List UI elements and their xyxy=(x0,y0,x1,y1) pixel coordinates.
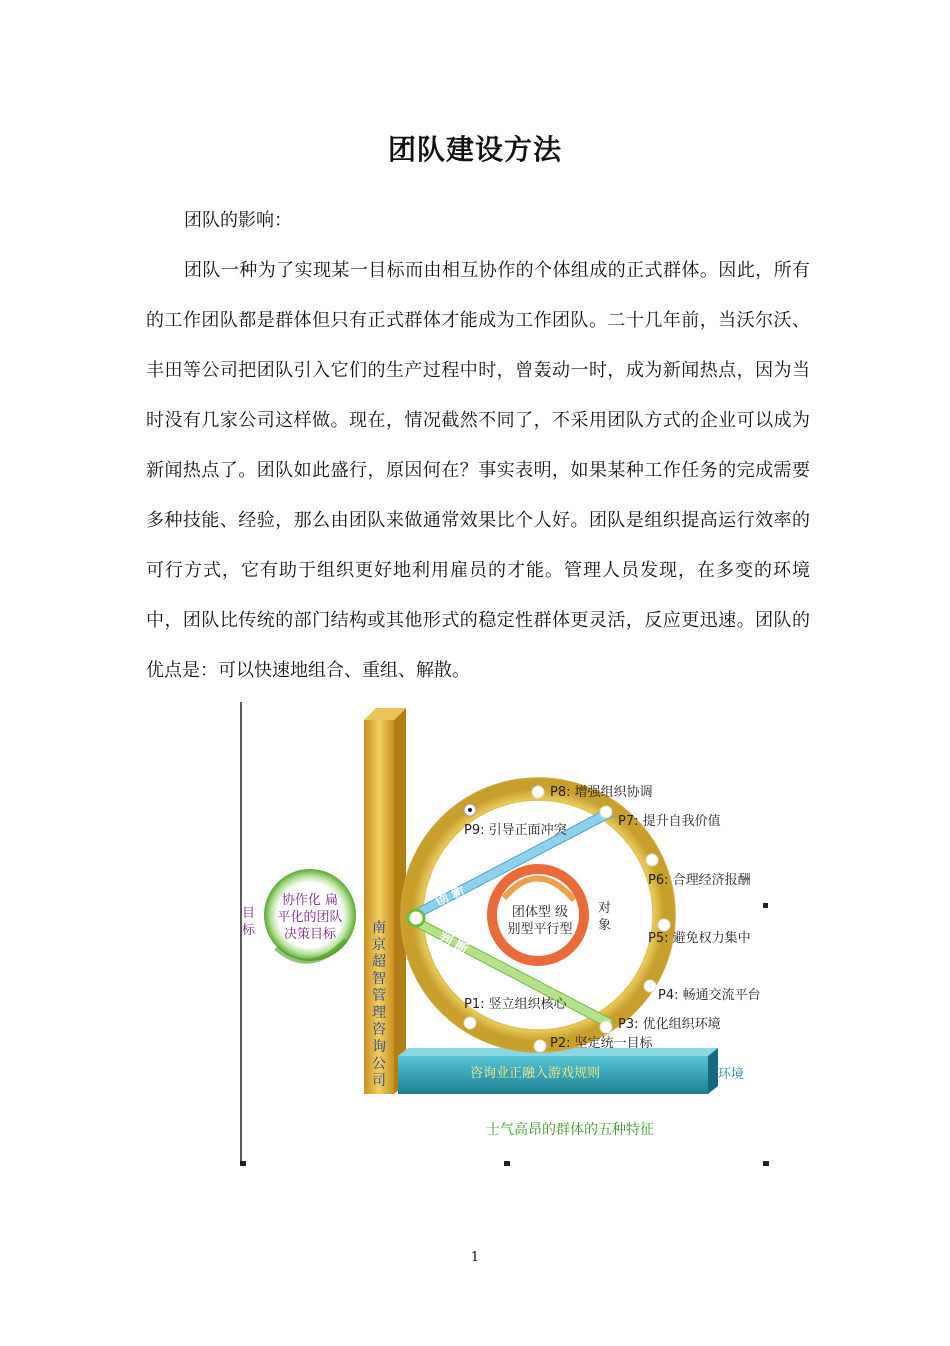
left-label-2: 标 xyxy=(242,923,256,938)
ring-dot-p6 xyxy=(646,854,658,866)
arrow-down-label: 判 断 xyxy=(436,930,471,958)
vertical-bar-char: 司 xyxy=(372,1073,386,1089)
document-title: 团队建设方法 xyxy=(387,133,562,166)
point-p9: P9: 引导正面冲突 xyxy=(464,823,567,838)
vertical-bar-char: 咨 xyxy=(372,1022,386,1038)
green-circle-line3: 决策目标 xyxy=(283,927,337,942)
vertical-bar-char: 京 xyxy=(372,937,386,953)
team-diagram xyxy=(238,700,774,1170)
ring-dot-p4 xyxy=(644,980,656,992)
frame-tick xyxy=(763,903,768,908)
base-bar-label: 咨询业正融入游戏规则 xyxy=(470,1066,601,1081)
vertical-bar-char: 南 xyxy=(372,920,386,936)
point-p4: P4: 畅通交流平台 xyxy=(658,988,761,1003)
point-p2: P2: 坚定统一目标 xyxy=(550,1036,653,1051)
vertical-bar-char: 公 xyxy=(372,1056,386,1072)
diagram-caption: 士气高昂的群体的五种特征 xyxy=(486,1122,654,1138)
frame-tick xyxy=(504,1161,510,1166)
vertical-bar-char: 超 xyxy=(372,954,386,970)
ring-dot-p2 xyxy=(534,1040,546,1052)
point-p6: P6: 合理经济报酬 xyxy=(648,873,751,888)
ring-dot-p1 xyxy=(464,1017,476,1029)
page-number: 1 xyxy=(470,1250,480,1265)
ring-dot-p3 xyxy=(600,1021,612,1033)
green-circle-line1: 协作化 扁 xyxy=(281,893,339,908)
vertical-bar-char: 智 xyxy=(372,971,386,987)
ring-dot-p8 xyxy=(532,786,544,798)
center-line2: 别型平行型 xyxy=(507,922,573,937)
ring-dot-p5 xyxy=(658,919,670,931)
point-p3: P3: 优化组织环境 xyxy=(618,1017,721,1032)
vertical-bar-char: 理 xyxy=(372,1005,386,1021)
ring-dot-p7 xyxy=(600,806,612,818)
environment-label: 环境 xyxy=(718,1067,745,1082)
point-p5: P5: 避免权力集中 xyxy=(648,931,751,946)
vertical-bar-char: 询 xyxy=(372,1039,386,1055)
object-label-2: 象 xyxy=(598,918,612,933)
subheading: 团队的影响： xyxy=(184,210,292,231)
vertical-bar-char: 管 xyxy=(372,988,386,1004)
green-circle-line2: 平化的团队 xyxy=(277,910,343,925)
object-label-1: 对 xyxy=(598,901,612,916)
point-p8: P8: 增强组织协调 xyxy=(550,785,653,800)
arrow-up-label: 创 新 xyxy=(433,882,468,910)
left-label-1: 目 xyxy=(242,906,256,921)
point-p7: P7: 提升自我价值 xyxy=(618,814,721,829)
frame-tick xyxy=(240,1161,246,1166)
body-paragraph: 团队一种为了实现某一目标而由相互协作的个体组成的正式群体。因此，所有的工作团队都是群体但只有正式群体才能成为工作团队。二十几年前，当沃尔沃、丰田等公司把团队引入它们的生产过程中时，曾轰动一时，成为新闻热点，因为当时没有几家公司这样做。现在，情况截然不同了，不采用团队方式的企业可以成为新闻热点了。团队如此盛行，原因何在？事实表明，如果某种工作任务的完成需要多种技能、经验，那么由团队来做通常效果比个人好。团队是组织提高运行效率的可行方式，它有助于组织更好地利用雇员的才能。管理人员发现，在多变的环境中，团队比传统的部门结构或其他形式的稳定性群体更灵活，反应更迅速。团队的优点是：可以快速地组合、重组、解散。 xyxy=(146,260,810,681)
center-line1: 团体型 级 xyxy=(511,905,569,920)
point-p1: P1: 竖立组织核心 xyxy=(464,997,567,1012)
frame-tick xyxy=(763,1161,769,1166)
